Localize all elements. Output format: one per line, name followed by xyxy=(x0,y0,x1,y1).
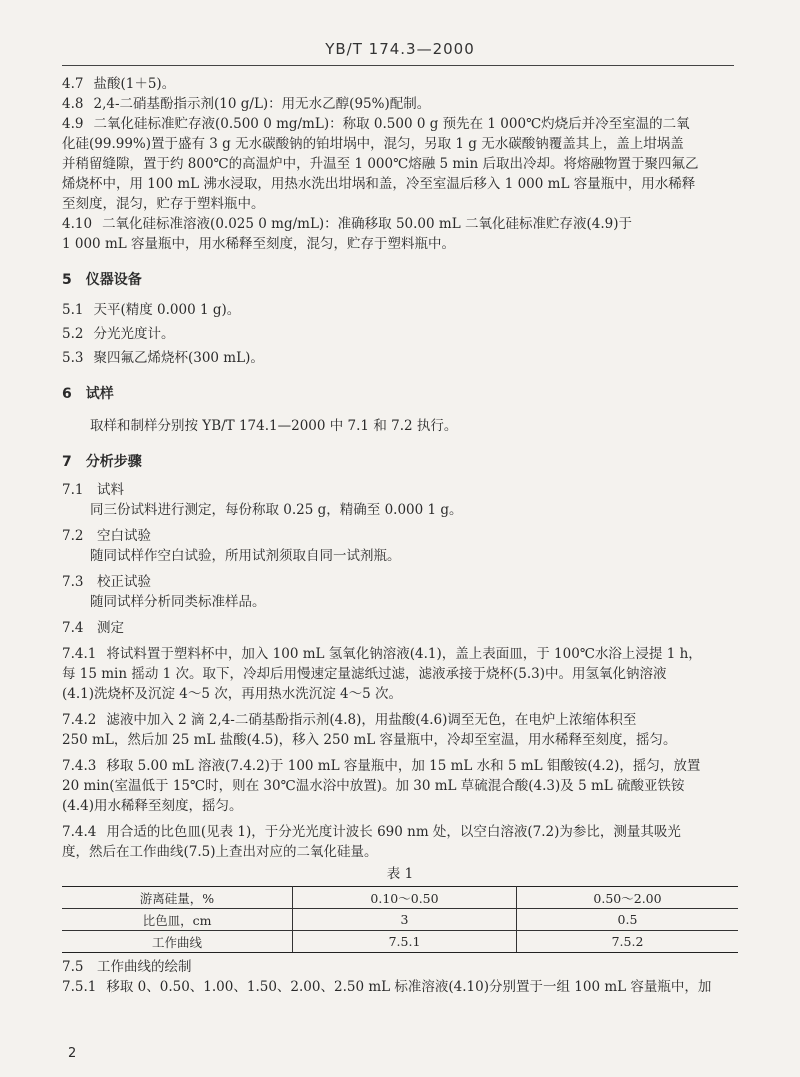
clause-4-8 xyxy=(62,94,738,114)
table-cell: 工作曲线 xyxy=(62,931,293,953)
clause-number: 4.9 xyxy=(62,116,84,132)
clause-7-5-heading: 7.5 工作曲线的绘制 xyxy=(62,959,192,975)
table-cell: 7.5.2 xyxy=(517,931,739,953)
clause-text-line: 移取 5.00 mL 溶液(7.4.2)于 100 mL 容量瓶中，加 15 mL 水和 5 mL 钼酸铵(4.2)，摇匀，放置 xyxy=(106,758,701,774)
clause-4-9 xyxy=(62,114,738,214)
clause-7-4-2 xyxy=(62,710,738,750)
clause-7-4-3 xyxy=(62,756,738,816)
page-number: 2 xyxy=(68,1046,77,1061)
clause-number: 4.10 xyxy=(62,216,93,232)
section-5-title: 5 仪器设备 xyxy=(62,272,142,288)
clause-7-1-text: 同三份试料进行测定，每份称取 0.25 g，精确至 0.000 1 g。 xyxy=(90,502,463,518)
table-cell: 0.10～0.50 xyxy=(293,887,517,909)
clause-text-line: 20 min(室温低于 15℃时，则在 30℃温水浴中放置)。加 30 mL 草硫混合酸(4.3)及 5 mL 硫酸亚铁铵 xyxy=(62,778,685,794)
table-row xyxy=(62,931,738,953)
section-6-title: 6 试样 xyxy=(62,386,114,402)
clause-text-line: (4.1)洗烧杯及沉淀 4～5 次，再用热水洗沉淀 4～5 次。 xyxy=(62,686,403,702)
table-cell: 7.5.1 xyxy=(293,931,517,953)
clause-text-line: 二氧化硅标准贮存液(0.500 0 mg/mL)：称取 0.500 0 g 预先在 1 000℃灼烧后并冷至室温的二氧 xyxy=(93,116,690,132)
table-cell: 0.5 xyxy=(517,909,739,931)
section-6-text: 取样和制样分别按 YB/T 174.1—2000 中 7.1 和 7.2 执行。 xyxy=(90,418,458,434)
clause-number: 5.1 xyxy=(62,302,84,318)
clause-text-line: 将试料置于塑料杯中，加入 100 mL 氢氧化钠溶液(4.1)，盖上表面皿，于 100℃水浴上浸提 1 h， xyxy=(106,646,702,662)
header-rule xyxy=(62,65,734,66)
clause-number: 5.2 xyxy=(62,326,84,342)
clause-5-3 xyxy=(62,348,738,368)
clause-number: 7.4.2 xyxy=(62,712,97,728)
clause-text-line: 并稍留缝隙，置于约 800℃的高温炉中，升温至 1 000℃熔融 5 min 后取出冷却。将熔融物置于聚四氟乙 xyxy=(62,156,699,172)
clause-text-line: 烯烧杯中，用 100 mL 沸水浸取，用热水洗出坩埚和盖，冷至室温后移入 1 000 mL 容量瓶中，用水稀释 xyxy=(62,176,696,192)
clause-text-line: 用合适的比色皿(见表 1)，于分光光度计波长 690 nm 处，以空白溶液(7.2)为参比，测量其吸光 xyxy=(106,824,681,840)
clause-text: 天平(精度 0.000 1 g)。 xyxy=(93,302,241,318)
clause-number: 5.3 xyxy=(62,350,84,366)
clause-7-4-heading: 7.4 测定 xyxy=(62,620,124,636)
clause-number: 4.7 xyxy=(62,76,84,92)
table-row xyxy=(62,887,738,909)
clause-text: 聚四氟乙烯烧杯(300 mL)。 xyxy=(93,350,264,366)
section-5-list xyxy=(62,300,738,368)
clause-text-line: 化硅(99.99%)置于盛有 3 g 无水碳酸钠的铂坩埚中，混匀，另取 1 g 无水碳酸钠覆盖其上，盖上坩埚盖 xyxy=(62,136,684,152)
clause-number: 7.5.1 xyxy=(62,979,97,995)
clause-7-4-4 xyxy=(62,822,738,862)
clause-text-line: 至刻度，混匀，贮存于塑料瓶中。 xyxy=(62,196,265,212)
section-7-title: 7 分析步骤 xyxy=(62,454,142,470)
clause-text-line: 1 000 mL 容量瓶中，用水稀释至刻度，混匀，贮存于塑料瓶中。 xyxy=(62,236,455,252)
clause-number: 4.8 xyxy=(62,96,84,112)
clause-text: 移取 0、0.50、1.00、1.50、2.00、2.50 mL 标准溶液(4.10)分别置于一组 100 mL 容量瓶中，加 xyxy=(106,979,712,995)
table-1-caption: 表 1 xyxy=(386,866,414,882)
clause-text-line: 度，然后在工作曲线(7.5)上查出对应的二氧化硅量。 xyxy=(62,844,378,860)
clause-4-7 xyxy=(62,74,738,94)
table-cell: 比色皿，cm xyxy=(62,909,293,931)
table-cell: 游离硅量，% xyxy=(62,887,293,909)
table-1 xyxy=(62,886,738,953)
clause-7-2-heading: 7.2 空白试验 xyxy=(62,528,151,544)
clause-4-10 xyxy=(62,214,738,254)
document-body xyxy=(62,74,738,997)
clause-text-line: 滤液中加入 2 滴 2,4-二硝基酚指示剂(4.8)，用盐酸(4.6)调至无色，在电炉上浓缩体积至 xyxy=(106,712,637,728)
clause-text-line: (4.4)用水稀释至刻度，摇匀。 xyxy=(62,798,243,814)
clause-7-3-heading: 7.3 校正试验 xyxy=(62,574,151,590)
clause-7-1-heading: 7.1 试料 xyxy=(62,482,124,498)
clause-text-line: 250 mL，然后加 25 mL 盐酸(4.5)，移入 250 mL 容量瓶中，冷却至室温，用水稀释至刻度，摇匀。 xyxy=(62,732,677,748)
clause-text: 盐酸(1＋5)。 xyxy=(93,76,176,92)
clause-text: 分光光度计。 xyxy=(93,326,175,342)
clause-5-1 xyxy=(62,300,738,320)
clause-7-5-1 xyxy=(62,977,738,997)
clause-7-2-text: 随同试样作空白试验，所用试剂须取自同一试剂瓶。 xyxy=(90,548,401,564)
clause-5-2 xyxy=(62,324,738,344)
clause-7-3-text: 随同试样分析同类标准样品。 xyxy=(90,594,266,610)
clause-number: 7.4.1 xyxy=(62,646,97,662)
clause-number: 7.4.3 xyxy=(62,758,97,774)
clause-text: 2,4-二硝基酚指示剂(10 g/L)：用无水乙醇(95%)配制。 xyxy=(93,96,431,112)
clause-text-line: 二氧化硅标准溶液(0.025 0 mg/mL)：准确移取 50.00 mL 二氧化硅标准贮存液(4.9)于 xyxy=(102,216,632,232)
table-cell: 0.50～2.00 xyxy=(517,887,739,909)
standard-number-header: YB/T 174.3—2000 xyxy=(325,40,475,58)
clause-7-4-1 xyxy=(62,644,738,704)
clause-text-line: 每 15 min 摇动 1 次。取下，冷却后用慢速定量滤纸过滤，滤液承接于烧杯(5.3)中。用氢氧化钠溶液 xyxy=(62,666,667,682)
table-row xyxy=(62,909,738,931)
clause-number: 7.4.4 xyxy=(62,824,97,840)
table-cell: 3 xyxy=(293,909,517,931)
